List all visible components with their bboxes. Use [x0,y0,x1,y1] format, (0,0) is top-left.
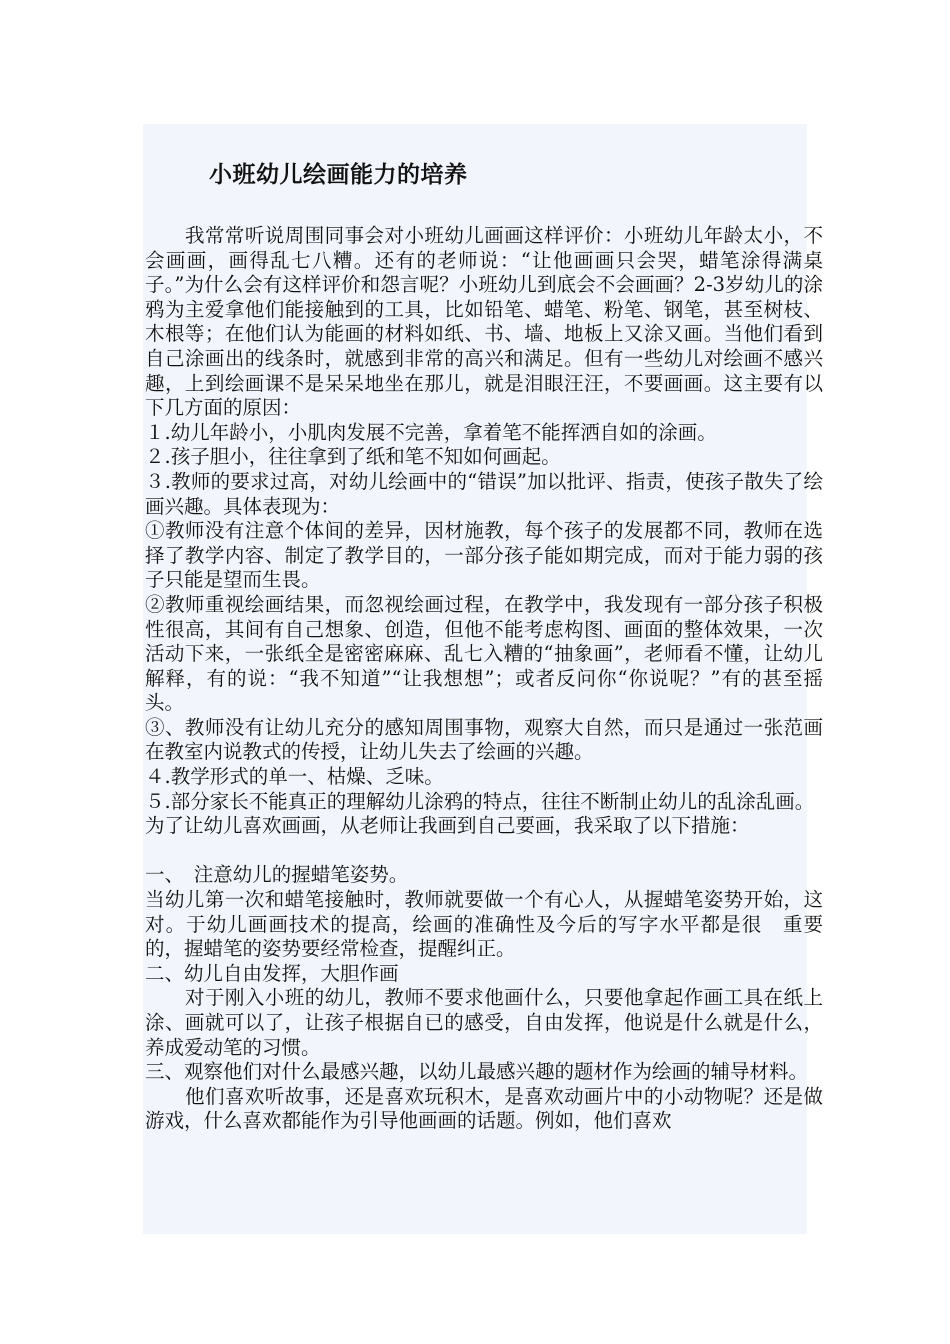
document-body [145,224,823,1134]
reason-1: １.幼儿年龄小，小肌肉发展不完善，拿着笔不能挥洒自如的涂画。 [145,420,717,444]
document-title: 小班幼儿绘画能力的培养 [209,161,468,188]
intro-paragraph: 我常常听说周围同事会对小班幼儿画画这样评价：小班幼儿年龄太小，不会画画，画得乱七八糟。还有的老师说：“让他画画只会哭，蜡笔涂得满桌子。”为什么会有这样评价和怨言呢？小班幼儿到底会不会画画？2-3岁幼儿的涂鸦为主爱拿他们能接触到的工具，比如铅笔、蜡笔、粉笔、钢笔，甚至树枝、木根等；在他们认为能画的材料如纸、书、墙、地板上又涂又画。当他们看到自己涂画出的线条时，就感到非常的高兴和满足。但有一些幼儿对绘画不感兴趣，上到绘画课不是呆呆地坐在那儿，就是泪眼汪汪，不要画画。这主要有以下几方面的原因： [145,224,823,420]
reason-3-point-2: ②教师重视绘画结果，而忽视绘画过程，在教学中，我发现有一部分孩子积极性很高，其间有自己想象、创造，但他不能考虑构图、画面的整体效果，一次活动下来，一张纸全是密密麻麻、乱七入糟的“抽象画”，老师看不懂，让幼儿解释，有的说：“我不知道”“让我想想”；或者反问你“你说呢？”有的甚至摇头。 [145,592,823,715]
measure-3-body: 他们喜欢听故事，还是喜欢玩积木，是喜欢动画片中的小动物呢？还是做游戏，什么喜欢都能作为引导他画画的话题。例如，他们喜欢 [145,1084,823,1133]
reason-3: ３.教师的要求过高，对幼儿绘画中的“错误”加以批评、指责，使孩子散失了绘画兴趣。具体表现为： [145,469,823,518]
measure-1-heading: 一、 注意幼儿的握蜡笔姿势。 [145,863,409,887]
reason-2: ２.孩子胆小，往往拿到了纸和笔不知如何画起。 [145,445,561,469]
reason-4: ４.教学形式的单一、枯燥、乏味。 [145,765,444,789]
reason-3-point-3: ③、教师没有让幼儿充分的感知周围事物，观察大自然，而只是通过一张范画在教室内说教式的传授，让幼儿失去了绘画的兴趣。 [145,715,823,764]
reason-5: ５.部分家长不能真正的理解幼儿涂鸦的特点，往往不断制止幼儿的乱涂乱画。 [145,789,815,813]
blank-line [145,839,823,864]
measure-1-body: 当幼儿第一次和蜡笔接触时，教师就要做一个有心人，从握蜡笔姿势开始，这对。于幼儿画画技术的提高，绘画的准确性及今后的写字水平都是很 重要的，握蜡笔的姿势要经常检查，提醒纠正。 [145,888,823,961]
measures-intro: 为了让幼儿喜欢画画，从老师让我画到自己要画，我采取了以下措施： [145,814,750,838]
reason-3-point-1: ①教师没有注意个体间的差异，因材施教，每个孩子的发展都不同，教师在选择了教学内容、制定了教学目的，一部分孩子能如期完成，而对于能力弱的孩子只能是望而生畏。 [145,519,823,592]
measure-3-heading: 三、观察他们对什么最感兴趣，以幼儿最感兴趣的题材作为绘画的辅导材料。 [145,1060,809,1084]
measure-2-heading: 二、幼儿自由发挥，大胆作画 [145,961,399,985]
measure-2-body: 对于刚入小班的幼儿，教师不要求他画什么，只要他拿起作画工具在纸上涂、画就可以了，让孩子根据自已的感受，自由发挥，他说是什么就是什么，养成爱动笔的习惯。 [145,986,823,1059]
